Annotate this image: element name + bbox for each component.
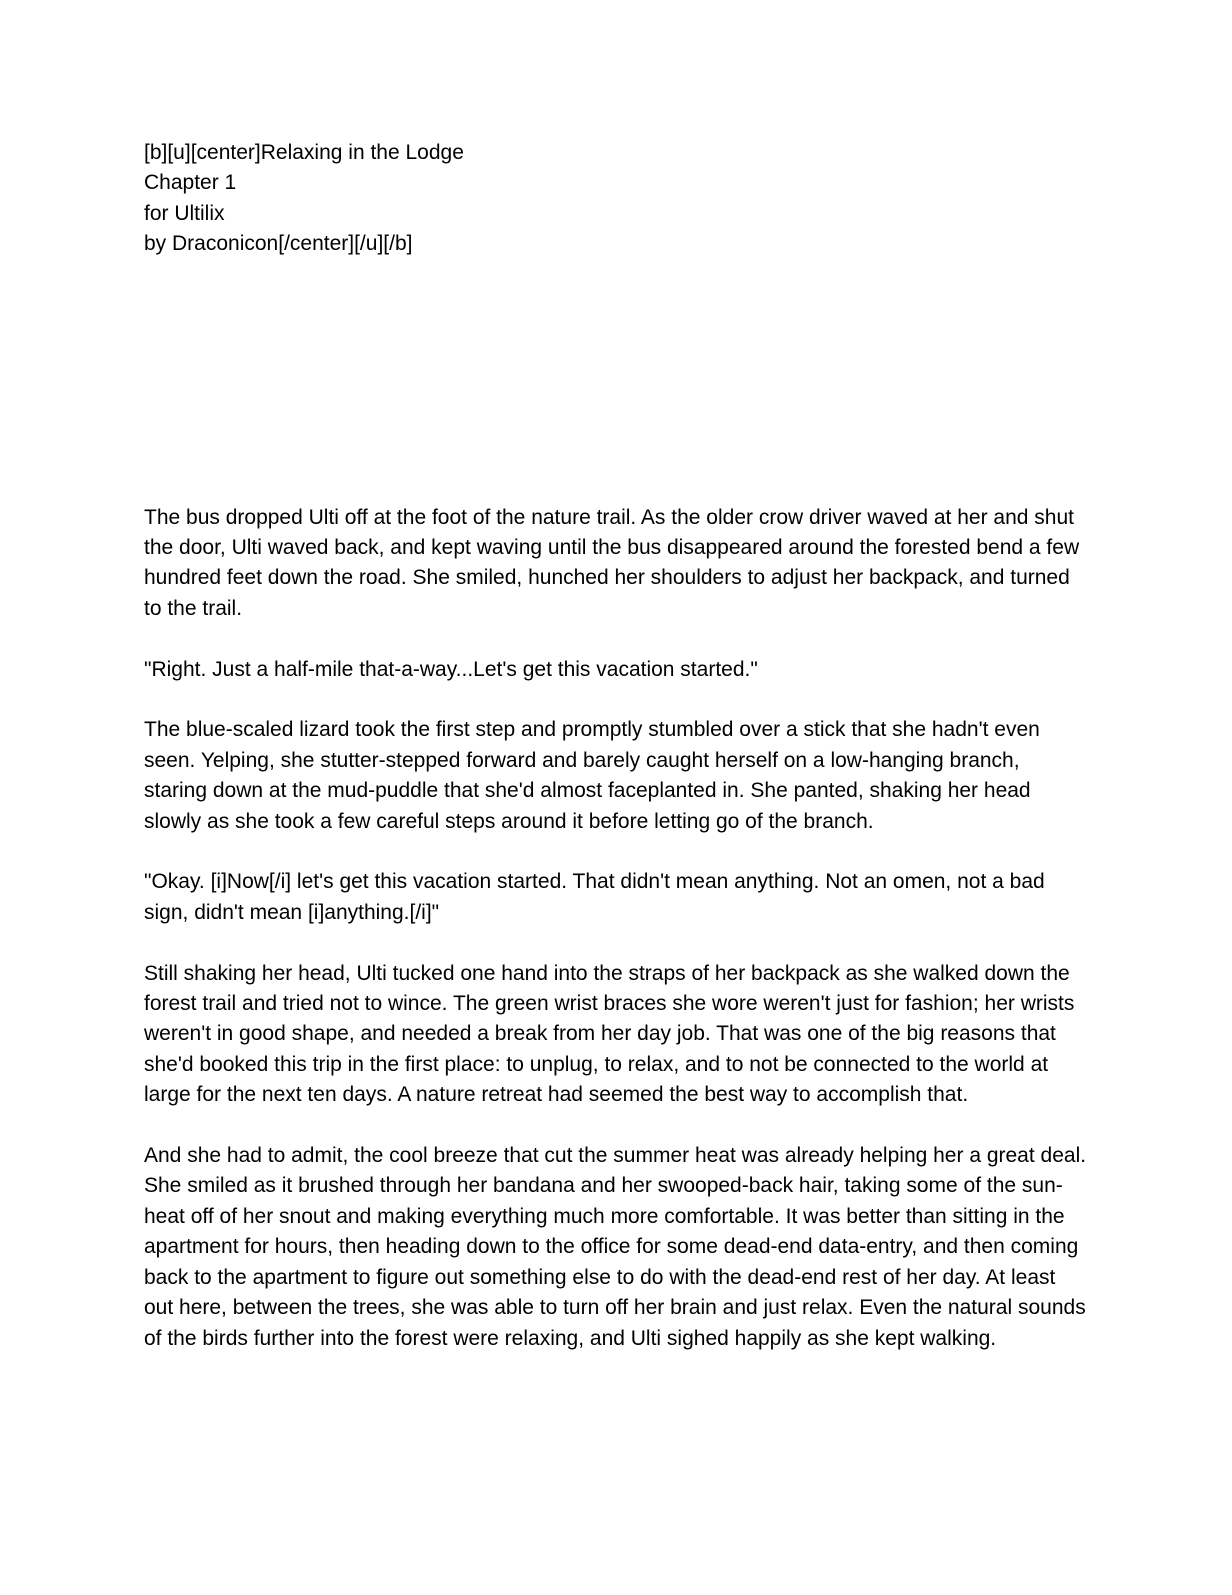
story-paragraph-3: The blue-scaled lizard took the first step and promptly stumbled over a stick that she hadn't even seen. Yelping, she stutter-stepped forward and barely caught herself on a low-hanging branch, staring down at the mud-puddle that she'd almost faceplanted in. She panted, shaking her head slowly as she took a few careful steps around it before letting go of the branch. xyxy=(144,718,1046,833)
story-paragraph-5: Still shaking her head, Ulti tucked one hand into the straps of her backpack as she walked down the forest trail and tried not to wince. The green wrist braces she wore weren't just for fashion; her wrists weren't in good shape, and needed a break from her day job. That was one of the big reasons that she'd booked this trip in the first place: to unplug, to relax, and to not be connected to the world at large for the next ten days. A nature retreat had seemed the best way to accomplish that. xyxy=(144,961,1081,1107)
title-line-bbcode-title: [b][u][center]Relaxing in the Lodge xyxy=(144,141,464,164)
story-title-block xyxy=(144,138,1088,260)
story-paragraph-4: "Okay. [i]Now[/i] let's get this vacation started. That didn't mean anything. Not an omen, not a bad sign, didn't mean [i]anything.[/i]" xyxy=(144,870,1051,924)
story-paragraph-1: The bus dropped Ulti off at the foot of the nature trail. As the older crow driver waved at her and shut the door, Ulti waved back, and kept waving until the bus disappeared around the forested bend a few hundred feet down the road. She smiled, hunched her shoulders to adjust her backpack, and turned to the trail. xyxy=(144,505,1085,620)
title-line-chapter: Chapter 1 xyxy=(144,171,237,195)
title-line-dedication: for Ultilix xyxy=(144,201,225,225)
title-line-author: by Draconicon[/center][/u][/b] xyxy=(144,232,413,256)
story-paragraph-6: And she had to admit, the cool breeze that cut the summer heat was already helping her a great deal. She smiled as it brushed through her bandana and her swooped-back hair, taking some of the sun-heat off of her snout and making everything much more comfortable. It was better than sitting in the apartment for hours, then heading down to the office for some dead-end data-entry, and then coming back to the apartment to figure out something else to do with the dead-end rest of her day. At least out here, between the trees, she was able to turn off her brain and just relax. Even the natural sounds of the birds further into the forest were relaxing, and Ulti sighed happily as she kept walking. xyxy=(144,1144,1092,1350)
story-paragraph-2: "Right. Just a half-mile that-a-way...Let's get this vacation started." xyxy=(144,657,758,681)
